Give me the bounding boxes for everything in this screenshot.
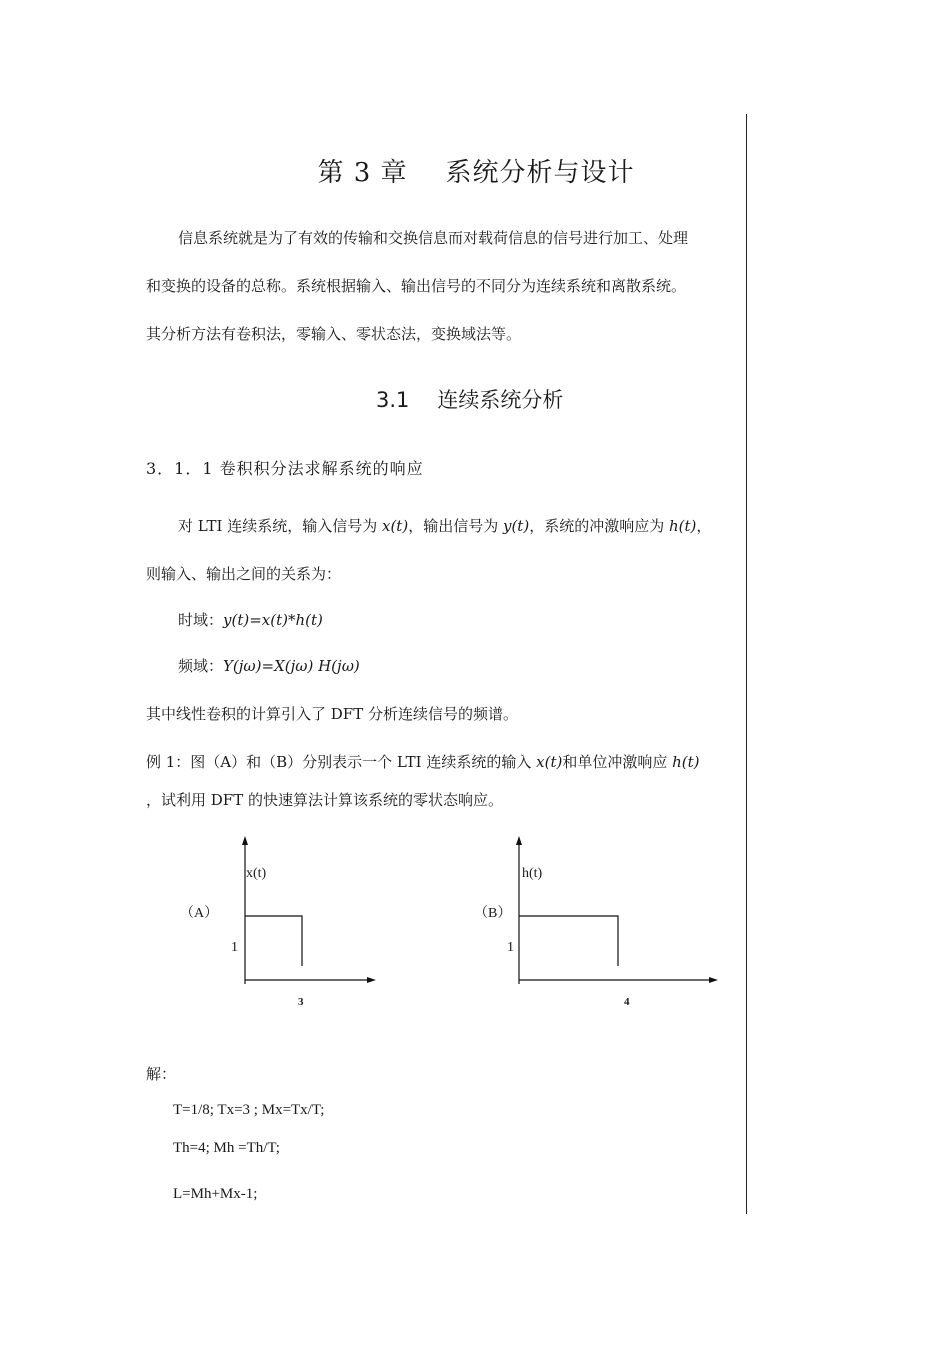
freq-domain-formula: Y(jω)=X(jω) H(jω): [223, 657, 360, 675]
margin-rule: [746, 114, 747, 1214]
paragraph-lti-line-2: 则输入、输出之间的关系为：: [146, 565, 342, 583]
chapter-number: 第 3 章: [317, 158, 408, 188]
figure-b-pulse: [519, 916, 618, 966]
symbol-x: x(t): [381, 517, 409, 535]
intro-line-1: 信息系统就是为了有效的传输和交换信息而对载荷信息的信号进行加工、处理: [178, 229, 689, 247]
figure-b-signal-label: h(t): [522, 866, 543, 881]
intro-line-3: 其分析方法有卷积法，零输入、零状态法，变换域法等。: [146, 325, 522, 343]
intro-line-2: 和变换的设备的总称。系统根据输入、输出信号的不同分为连续系统和离散系统。: [146, 277, 687, 295]
figure-b-width-label: 4: [624, 996, 630, 1008]
subsection-title: 3．1．1 卷积积分法求解系统的响应: [146, 459, 424, 478]
example-line-1: [146, 752, 700, 772]
solution-line-1: T=1/8; Tx=3 ; Mx=Tx/T;: [173, 1102, 325, 1118]
time-domain-label: 时域：: [178, 611, 224, 629]
figure-b-y-arrow: [516, 836, 522, 845]
symbol-y: y(t): [502, 517, 530, 535]
freq-domain-label: 频域：: [178, 657, 224, 675]
solution-line-2: Th=4; Mh =Th/T;: [173, 1140, 280, 1156]
figure-a-plot: [240, 834, 380, 984]
example-symbol-h: h(t): [672, 753, 700, 771]
example-text-2: 和单位冲激响应: [562, 753, 673, 771]
symbol-h: h(t): [668, 517, 697, 535]
chapter-name: 系统分析与设计: [445, 158, 635, 188]
figure-a-x-arrow: [367, 977, 376, 983]
chapter-title: [0, 152, 952, 189]
example-text-1: 例 1：图（A）和（B）分别表示一个 LTI 连续系统的输入: [146, 753, 537, 771]
figure-b-height-label: 1: [507, 940, 514, 955]
figure-a-y-arrow: [242, 836, 248, 845]
solution-line-3: L=Mh+Mx-1;: [173, 1186, 258, 1202]
para1-text-1: 对 LTI 连续系统，输入信号为: [178, 517, 382, 535]
para1-text-2: ，输出信号为: [408, 517, 503, 535]
figure-a-height-label: 1: [231, 940, 238, 955]
time-domain: [178, 610, 323, 630]
figure-a-width-label: 3: [298, 996, 304, 1008]
figure-a-panel-label: （A）: [180, 906, 219, 921]
para1-text-3: ，系统的冲激响应为: [529, 517, 669, 535]
figure-b-plot: [514, 834, 724, 984]
solution-label: 解：: [146, 1065, 177, 1083]
time-domain-formula: y(t)=x(t)*h(t): [223, 611, 323, 629]
example-line-2: ，试利用 DFT 的快速算法计算该系统的零状态响应。: [146, 791, 503, 809]
figure-a-signal-label: x(t): [246, 866, 267, 881]
paragraph-lti: [178, 516, 711, 536]
section-number: 3.1: [376, 388, 410, 412]
section-name: 连续系统分析: [437, 388, 564, 412]
freq-domain: [178, 656, 360, 676]
section-title: [376, 384, 563, 414]
example-symbol-x: x(t): [536, 753, 563, 771]
para1-text-4: ，: [696, 517, 712, 535]
paragraph-dft: 其中线性卷积的计算引入了 DFT 分析连续信号的频谱。: [146, 705, 518, 723]
figure-a-pulse: [245, 916, 302, 966]
figure-b-panel-label: （B）: [474, 906, 512, 921]
figure-b-x-arrow: [709, 977, 718, 983]
